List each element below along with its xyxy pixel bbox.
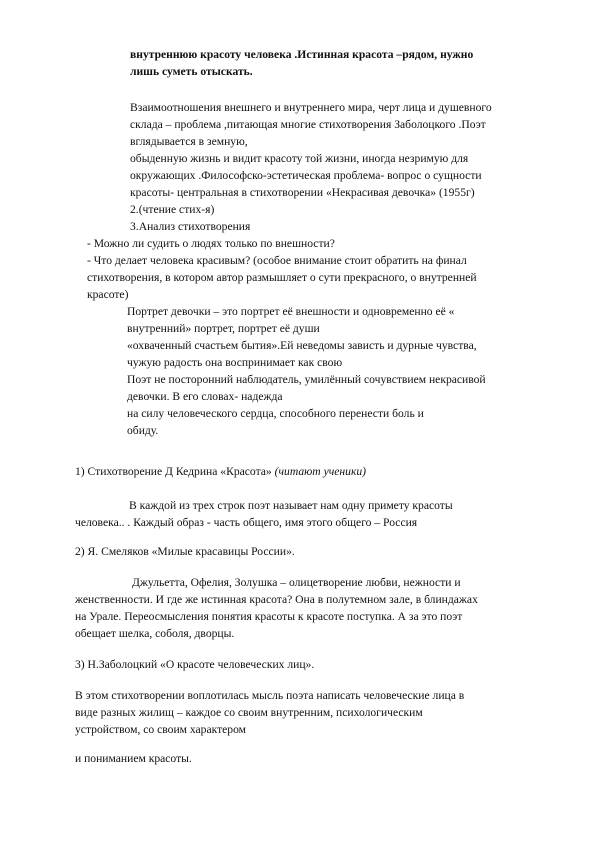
paragraph-2-line-6: девочки. В его словах- надежда (127, 390, 283, 403)
question-2-line-2: стихотворения, в котором автор размышляет о сути прекрасного, о внутренней (87, 271, 477, 284)
paragraph-1-line-5: окружающих .Философско-эстетическая проблема- вопрос о сущности (130, 169, 482, 182)
section-2-line-1: Джульетта, Офелия, Золушка – олицетворение любви, нежности и (132, 576, 461, 589)
section-3-title: 3) Н.Заболоцкий «О красоте человеческих лиц». (75, 658, 315, 671)
section-2-line-2: женственности. И где же истинная красота? Она в полутемном зале, в блиндажах (75, 593, 478, 606)
section-1-heading (75, 465, 366, 479)
section-1-line-1: В каждой из трех строк поэт называет нам одну примету красоты (129, 499, 453, 512)
paragraph-1-line-4: обыденную жизнь и видит красоту той жизни, иногда незримую для (130, 152, 469, 165)
intro-line-2: лишь суметь отыскать. (130, 65, 253, 78)
section-1-note: (читают ученики) (274, 465, 367, 478)
paragraph-1-line-8: 3.Анализ стихотворения (130, 220, 251, 233)
section-1-title: 1) Стихотворение Д Кедрина «Красота» (75, 465, 275, 478)
paragraph-2-line-5: Поэт не посторонний наблюдатель, умилённый сочувствием некрасивой (127, 373, 486, 386)
section-2-title: 2) Я. Смеляков «Милые красавицы России». (75, 545, 295, 558)
section-3-line-1: В этом стихотворении воплотилась мысль поэта написать человеческие лица в (75, 689, 465, 702)
paragraph-2-line-7: на силу человеческого сердца, способного перенести боль и (127, 407, 424, 420)
intro-line-1: внутреннюю красоту человека .Истинная красота –рядом, нужно (130, 48, 474, 61)
question-2-line-1: - Что делает человека красивым? (особое внимание стоит обратить на финал (87, 254, 467, 267)
paragraph-2-line-3: «охваченный счастьем бытия».Ей неведомы зависть и дурные чувства, (127, 339, 477, 352)
section-2-line-4: обещает шелка, соболя, дворцы. (75, 627, 235, 640)
paragraph-1-line-2: склада – проблема ,питающая многие стихотворения Заболоцкого .Поэт (130, 118, 486, 131)
paragraph-1-line-3: вглядывается в земную, (130, 135, 248, 148)
question-1: - Можно ли судить о людях только по внешности? (87, 237, 335, 250)
paragraph-1-line-6: красоты- центральная в стихотворении «Некрасивая девочка» (1955г) (130, 186, 475, 199)
paragraph-2-line-4: чужую радость она воспринимает как свою (127, 356, 343, 369)
paragraph-2-line-1: Портрет девочки – это портрет её внешности и одновременно её « (127, 305, 455, 318)
section-3-line-4: и пониманием красоты. (75, 752, 192, 765)
paragraph-1-line-1: Взаимоотношения внешнего и внутреннего мира, черт лица и душевного (130, 101, 492, 114)
paragraph-2-line-8: обиду. (127, 424, 159, 437)
section-1-line-2: человека.. . Каждый образ - часть общего, имя этого общего – Россия (75, 516, 418, 529)
section-3-line-2: виде разных жилищ – каждое со своим внутренним, психологическим (75, 706, 423, 719)
section-2-line-3: на Урале. Переосмысления понятия красоты к красоте поступка. А за это поэт (75, 610, 463, 623)
question-2-line-3: красоте) (87, 288, 129, 301)
section-3-line-3: устройством, со своим характером (75, 723, 247, 736)
paragraph-2-line-2: внутренний» портрет, портрет её души (127, 322, 320, 335)
paragraph-1-line-7: 2.(чтение стих-я) (130, 203, 215, 216)
